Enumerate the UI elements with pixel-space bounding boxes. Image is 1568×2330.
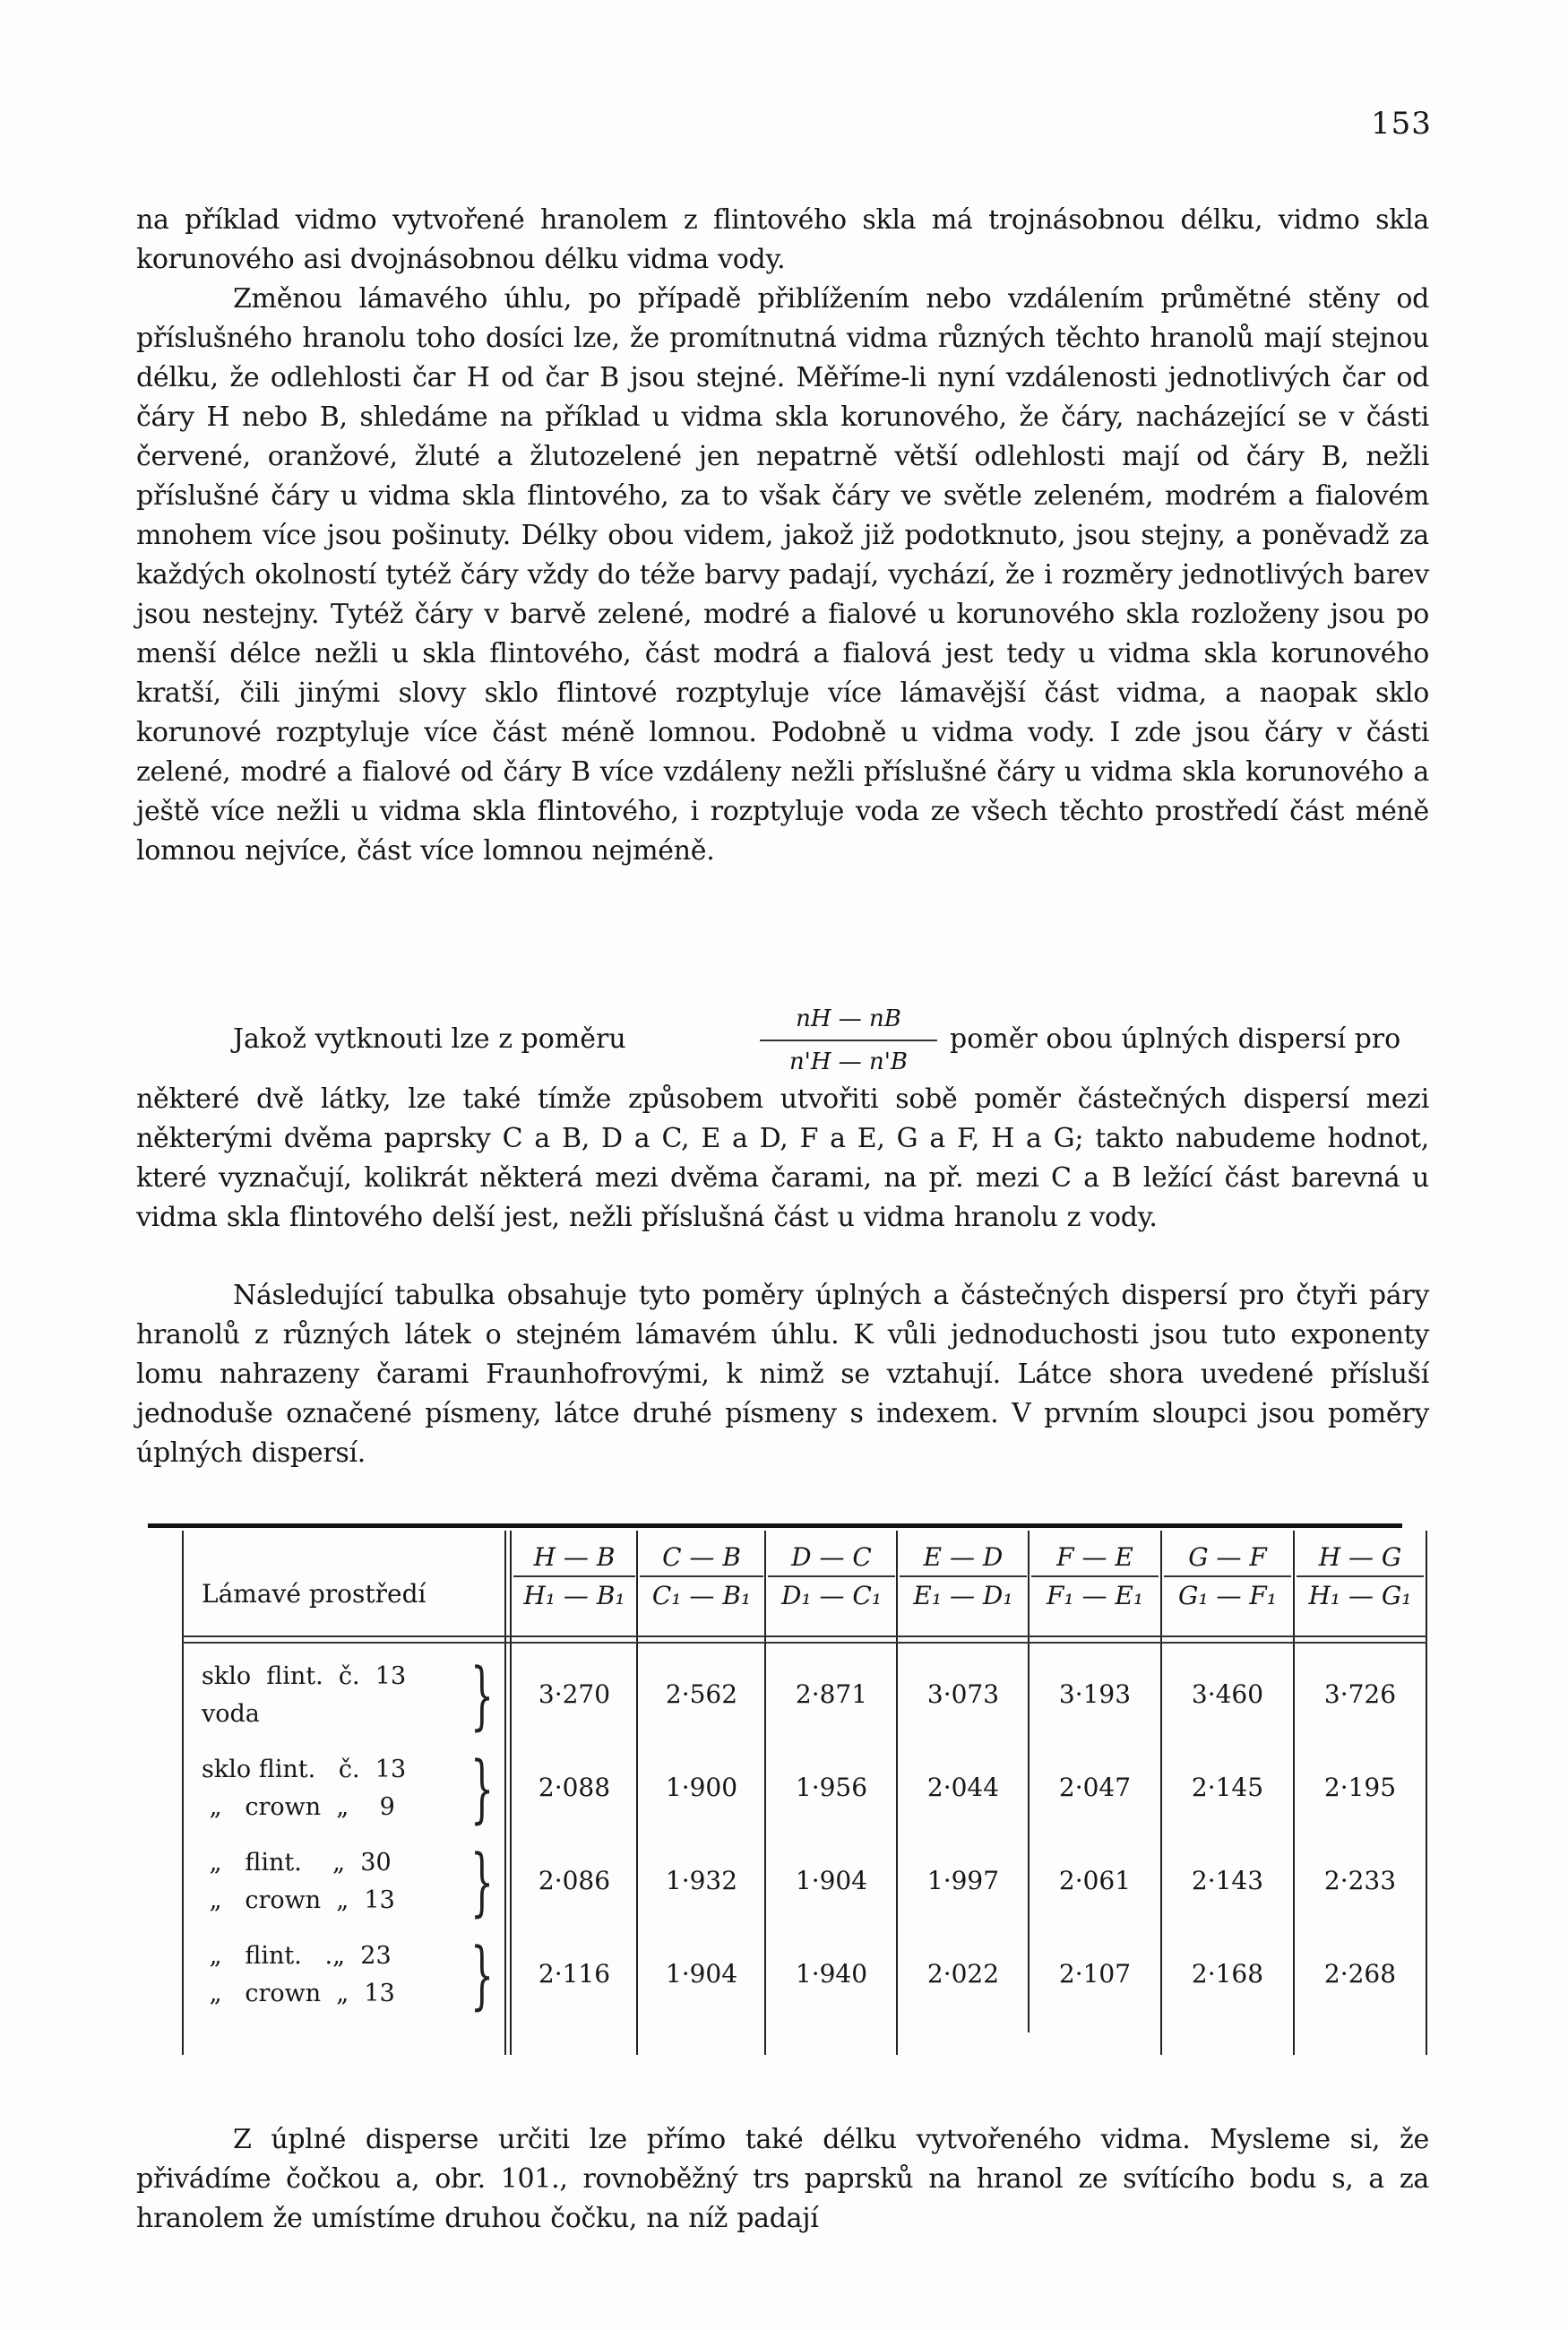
table-cell: 2·143: [1191, 1866, 1264, 1895]
header-col-denominator: H₁ — B₁: [513, 1575, 635, 1615]
header-col-denominator: G₁ — F₁: [1164, 1575, 1291, 1615]
table-row-label: [202, 1658, 406, 1733]
table-cell: 1·940: [795, 1959, 868, 1989]
row-label-line: voda: [202, 1700, 260, 1728]
table-cell: 2·562: [665, 1679, 738, 1709]
column-divider: [764, 1531, 766, 2055]
table-cell: 1·997: [926, 1866, 1000, 1895]
header-col-4: [900, 1540, 1027, 1615]
header-col-numerator: E — D: [923, 1542, 1004, 1572]
formula-intro-text: Jakož vytknouti lze z poměru: [233, 1023, 626, 1055]
table-cell: 2·168: [1191, 1959, 1264, 1989]
table-cell: 3·270: [538, 1679, 611, 1709]
paragraph-2-text: Změnou lámavého úhlu, po případě přiblížením nebo vzdálením průmětné stěny od příslušného hranolu toho dosíci lze, že promítnutná vidma různých těchto hranolů mají stejnou délku, že odlehlosti čar H od čar B jsou stejné. Měříme-li nyní vzdálenosti jednotlivých čar od čáry H nebo B, shledáme na příklad u vidma skla korunového, že čáry, nacházející se v části červené, oranžové, žluté a žlutozelené jen nepatrně větší odlehlosti mají od čáry B, nežli příslušné čáry u vidma skla flintového, za to však čáry ve světle zeleném, modrém a fialovém mnohem více jsou pošinuty. Délky obou videm, jakož již podotknuto, jsou stejny, a poněvadž za každých okolností tytéž čáry vždy do téže barvy padají, vychází, že i rozměry jednotlivých barev jsou nestejny. Tytéž čáry v barvě zelené, modré a fialové u korunového skla rozloženy jsou po menší délce nežli u skla flintového, část modrá a fialová jest tedy u vidma skla korunového kratší, čili jinými slovy sklo flintové rozptyluje více lámavější část vidma, a naopak sklo korunové rozptyluje více část méně lomnou. Podobně u vidma vody. I zde jsou čáry v části zelené, modré a fialové od čáry B více vzdáleny nežli příslušné čáry u vidma skla korunového a ještě více nežli u vidma skla flintového, i rozptyluje voda ze všech těchto prostředí část méně lomnou nejvíce, část více lomnou nejméně.: [136, 283, 1429, 867]
right-brace-icon: }: [470, 1747, 495, 1832]
fraction-bar: [760, 1040, 937, 1041]
header-col-denominator: F₁ — E₁: [1031, 1575, 1159, 1615]
header-col-1: [513, 1540, 635, 1615]
paragraph-3-text: některé dvě látky, lze také tímže způsobem utvořiti sobě poměr částečných dispersí mezi některými dvěma paprsky C a B, D a C, E a D, F a E, G a F, H a G; takto nabudeme hodnot, které vyznačují, kolikrát některá mezi dvěma čarami, na př. mezi C a B ležící část barevná u vidma skla flintového delší jest, nežli příslušná část u vidma hranolu z vody.: [136, 1083, 1429, 1233]
table-cell: 3·073: [926, 1679, 1000, 1709]
table-cell: 2·195: [1323, 1773, 1397, 1802]
table-top-rule: [148, 1523, 1402, 1528]
fraction-numerator: nH — nB: [796, 1005, 901, 1032]
row-label-line: „ crown „ 13: [202, 1886, 395, 1914]
paragraph-5-text: Z úplné disperse určiti lze přímo také délku vytvořeného vidma. Mysleme si, že přivádíme čočkou a, obr. 101., rovnoběžný trs paprsků na hranol ze svítícího bodu s, a za hranolem že umístíme druhou čočku, na níž padají: [136, 2124, 1429, 2234]
row-label-line: „ crown „ 13: [202, 1980, 395, 2007]
paragraph-5: [136, 2120, 1429, 2239]
paragraph-4-text: Následující tabulka obsahuje tyto poměry úplných a částečných dispersí pro čtyři páry hranolů z různých látek o stejném lámavém úhlu. K vůli jednoduchosti jsou tuto exponenty lomu nahrazeny čarami Fraunhofrovými, k nimž se vztahují. Látce shora uvedené přísluší jednoduše označené písmeny, látce druhé písmeny s indexem. V prvním sloupci jsou poměry úplných dispersí.: [136, 1280, 1429, 1469]
paragraph-1-text: na příklad vidmo vytvořené hranolem z flintového skla má trojnásobnou délku, vidmo skla korunového asi dvojnásobnou délku vidma vody.: [136, 204, 1429, 275]
table-cell: 1·932: [665, 1866, 738, 1895]
header-col-numerator: H — G: [1318, 1542, 1402, 1572]
column-divider: [896, 1531, 898, 2055]
header-col-6: [1164, 1540, 1291, 1615]
page-number: 153: [1371, 106, 1432, 142]
table-cell: 1·956: [795, 1773, 868, 1802]
table-row-label: [202, 1751, 406, 1826]
header-col-denominator: H₁ — G₁: [1297, 1575, 1424, 1615]
header-col-denominator: E₁ — D₁: [900, 1575, 1027, 1615]
header-col-denominator: C₁ — B₁: [640, 1575, 763, 1615]
row-label-line: „ flint. „ 30: [202, 1849, 392, 1877]
header-col-5: [1031, 1540, 1159, 1615]
table-cell: 2·086: [538, 1866, 611, 1895]
table-cell: 3·726: [1323, 1679, 1397, 1709]
header-col-denominator: D₁ — C₁: [768, 1575, 895, 1615]
table-cell: 2·022: [926, 1959, 1000, 1989]
paragraph-4: [136, 1276, 1429, 1473]
header-col-3: [768, 1540, 895, 1615]
column-divider: [636, 1531, 638, 2055]
formula-line: [136, 1002, 1429, 1083]
paragraph-3: [136, 1080, 1429, 1238]
column-divider: [1160, 1531, 1162, 2055]
table-cell: 2·233: [1323, 1866, 1397, 1895]
table-cell: 1·900: [665, 1773, 738, 1802]
table-cell: 2·116: [538, 1959, 611, 1989]
right-brace-icon: }: [470, 1933, 495, 2018]
right-brace-icon: }: [470, 1653, 495, 1739]
fraction-denominator: n'H — n'B: [788, 1048, 909, 1075]
table-cell: 3·193: [1058, 1679, 1132, 1709]
dispersion-table: [148, 1523, 1412, 2061]
column-divider: [1293, 1531, 1295, 2055]
header-col-numerator: G — F: [1188, 1542, 1267, 1572]
row-label-line: sklo flint. č. 13: [202, 1662, 407, 1690]
table-cell: 2·088: [538, 1773, 611, 1802]
table-cell: 2·871: [795, 1679, 868, 1709]
table-cell: 2·107: [1058, 1959, 1132, 1989]
header-col-numerator: C — B: [662, 1542, 741, 1572]
header-col-numerator: H — B: [533, 1542, 616, 1572]
paragraph-2: [136, 280, 1429, 871]
row-label-line: „ crown „ 9: [202, 1793, 395, 1821]
table-right-border: [1426, 1531, 1427, 2055]
column-divider: [1028, 1531, 1030, 2032]
header-col-numerator: D — C: [791, 1542, 872, 1572]
paragraph-1: [136, 201, 1429, 280]
table-left-border: [182, 1531, 184, 2055]
table-row-label: [202, 1844, 395, 1920]
table-cell: 2·268: [1323, 1959, 1397, 1989]
row-label-line: „ flint. .„ 23: [202, 1942, 392, 1970]
table-cell: 1·904: [795, 1866, 868, 1895]
table-cell: 1·904: [665, 1959, 738, 1989]
formula-post-text: poměr obou úplných dispersí pro: [950, 1023, 1401, 1055]
table-row-label: [202, 1937, 395, 2013]
header-medium-label: Lámavé prostředí: [202, 1579, 426, 1609]
table-cell: 2·047: [1058, 1773, 1132, 1802]
row-label-line: sklo flint. č. 13: [202, 1756, 407, 1783]
table-cell: 2·145: [1191, 1773, 1264, 1802]
table-cell: 2·061: [1058, 1866, 1132, 1895]
right-brace-icon: }: [470, 1840, 495, 1925]
header-col-7: [1297, 1540, 1424, 1615]
table-double-divider: [504, 1531, 506, 2055]
header-col-numerator: F — E: [1056, 1542, 1133, 1572]
header-rule: [182, 1642, 1427, 1644]
table-double-divider: [510, 1531, 512, 2055]
header-rule: [182, 1635, 1427, 1637]
table-cell: 3·460: [1191, 1679, 1264, 1709]
dispersion-ratio-fraction: [754, 1002, 943, 1079]
header-col-2: [640, 1540, 763, 1615]
table-cell: 2·044: [926, 1773, 1000, 1802]
